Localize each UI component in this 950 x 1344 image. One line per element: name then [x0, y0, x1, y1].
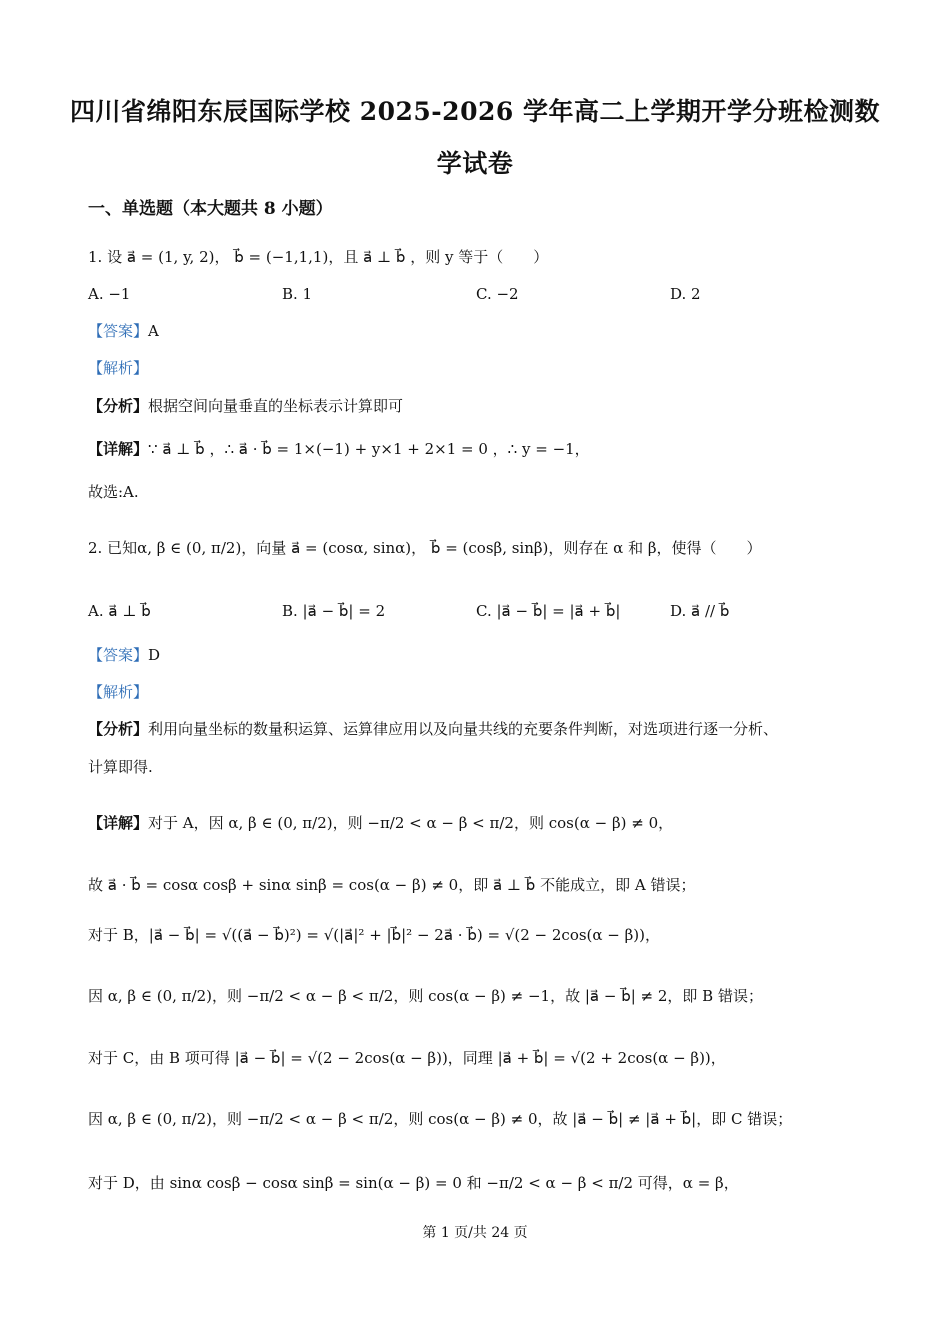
q2-detail-line-1 [88, 810, 673, 836]
q1-answer [88, 318, 159, 344]
q2-detail-line-7: 对于 D，由 sinα cosβ − cosα sinβ = sin(α − β) = 0 和 −π/2 < α − β < π/2 可得，α = β， [88, 1174, 739, 1192]
answer-value: D [148, 646, 161, 664]
q2-answer [88, 642, 160, 668]
q1-detail [88, 436, 590, 462]
q1-option-b: B. 1 [282, 285, 313, 303]
fenxi-text: 根据空间向量垂直的坐标表示计算即可 [148, 397, 404, 415]
q1-option-d: D. 2 [670, 285, 701, 303]
q2-option-b: B. |a⃗ − b⃗| = 2 [282, 602, 386, 620]
q2-option-a: A. a⃗ ⊥ b⃗ [88, 602, 151, 620]
page-footer: 第 1 页/共 24 页 [422, 1225, 528, 1241]
q1-fenxi [88, 393, 403, 419]
q2-detail-line-3: 对于 B，|a⃗ − b⃗| = √((a⃗ − b⃗)²) = √(|a⃗|² + |b⃗|² − 2a⃗ · b⃗) = √(2 − 2cos(α − β))， [88, 926, 661, 944]
detail-text: 对于 A，因 α, β ∈ (0, π/2)，则 −π/2 < α − β < π/2，则 cos(α − β) ≠ 0， [148, 814, 674, 832]
fenxi-tag: 【分析】 [88, 720, 149, 738]
q2-detail-line-4: 因 α, β ∈ (0, π/2)，则 −π/2 < α − β < π/2，则 cos(α − β) ≠ −1，故 |a⃗ − b⃗| ≠ 2，即 B 错误； [88, 987, 763, 1005]
q2-option-c: C. |a⃗ − b⃗| = |a⃗ + b⃗| [476, 602, 621, 620]
detail-tag: 【详解】 [88, 440, 149, 458]
q2-stem: 2. 已知α, β ∈ (0, π/2)，向量 a⃗ = (cosα, sinα)， b⃗ = (cosβ, sinβ)，则存在 α 和 β，使得（ ） [88, 539, 762, 557]
answer-value: A [148, 322, 159, 340]
q2-detail-line-2: 故 a⃗ · b⃗ = cosα cosβ + sinα sinβ = cos(α − β) ≠ 0，即 a⃗ ⊥ b⃗ 不能成立，即 A 错误； [88, 876, 696, 894]
section-heading: 一、单选题（本大题共 8 小题） [88, 199, 333, 219]
fenxi-tag: 【分析】 [88, 397, 149, 415]
q2-analysis-tag: 【解析】 [88, 683, 149, 701]
q1-conclusion: 故选:A. [88, 483, 139, 501]
q1-stem: 1. 设 a⃗ = (1, y, 2)， b⃗ = (−1,1,1)，且 a⃗ ⊥ b⃗ ，则 y 等于（ ） [88, 248, 549, 266]
answer-tag: 【答案】 [88, 322, 149, 340]
q2-detail-line-5: 对于 C，由 B 项可得 |a⃗ − b⃗| = √(2 − 2cos(α − β))，同理 |a⃗ + b⃗| = √(2 + 2cos(α − β))， [88, 1049, 726, 1067]
detail-tag: 【详解】 [88, 814, 149, 832]
q1-option-a: A. −1 [88, 285, 131, 303]
title-line-2: 学试卷 [436, 149, 514, 178]
detail-text: ∵ a⃗ ⊥ b⃗ ，∴ a⃗ · b⃗ = 1×(−1) + y×1 + 2×1 = 0 ，∴ y = −1， [148, 440, 590, 458]
q2-fenxi-line-2: 计算即得. [88, 758, 153, 776]
q2-fenxi-line-1 [88, 716, 778, 742]
answer-tag: 【答案】 [88, 646, 149, 664]
fenxi-text: 利用向量坐标的数量积运算、运算律应用以及向量共线的充要条件判断，对选项进行逐一分析、 [148, 720, 779, 738]
title-line-1: 四川省绵阳东辰国际学校 2025-2026 学年高二上学期开学分班检测数 [70, 97, 880, 126]
q1-analysis-tag: 【解析】 [88, 359, 149, 377]
q2-detail-line-6: 因 α, β ∈ (0, π/2)，则 −π/2 < α − β < π/2，则 cos(α − β) ≠ 0，故 |a⃗ − b⃗| ≠ |a⃗ + b⃗|，即 C 错误； [88, 1110, 793, 1128]
q2-option-d: D. a⃗ // b⃗ [670, 602, 730, 620]
q1-option-c: C. −2 [476, 285, 519, 303]
